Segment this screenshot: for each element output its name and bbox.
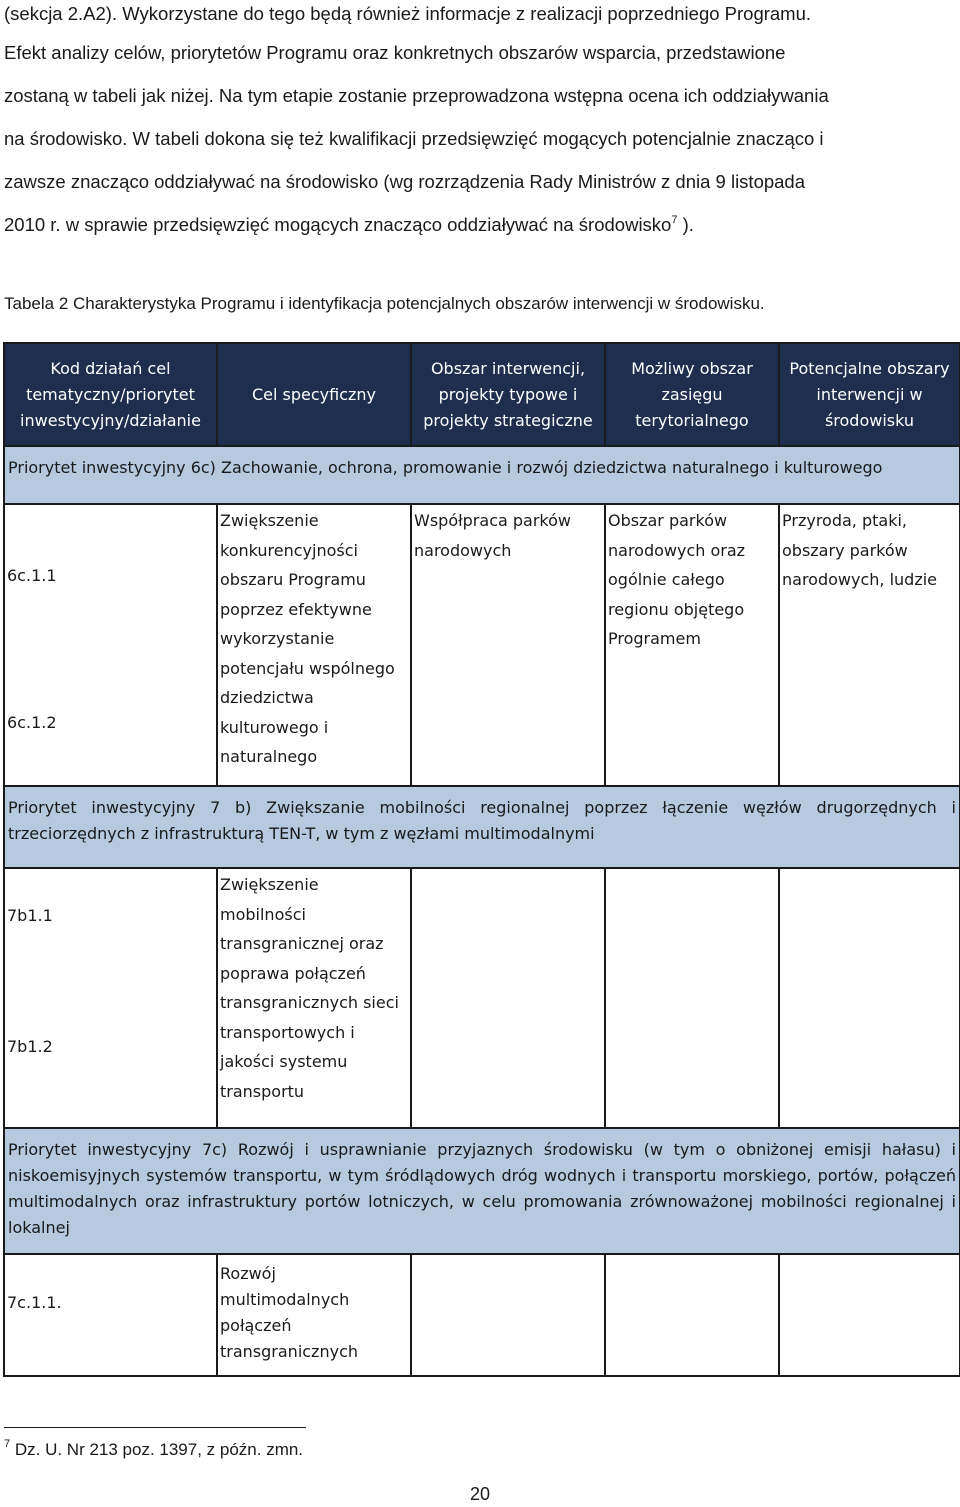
empty-cell xyxy=(605,868,779,1128)
priority-row xyxy=(4,1128,960,1254)
code-7b1-2: 7b1.2 xyxy=(7,1037,53,1056)
table-row xyxy=(4,868,960,1128)
range-cell: Obszar parków narodowych oraz ogólnie całego regionu objętego Programem xyxy=(605,504,779,786)
table-header-row xyxy=(4,343,960,446)
code-cell xyxy=(4,504,217,786)
priority-row xyxy=(4,786,960,868)
priority-7b: Priorytet inwestycyjny 7 b) Zwiększanie mobilności regionalnej poprzez łączenie węzłów drugorzędnych i trzeciorzędnych z infrastrukturą TEN-T, w tym z węzłami multimodalnymi xyxy=(4,786,960,868)
empty-cell xyxy=(779,1254,960,1376)
code-cell xyxy=(4,868,217,1128)
priority-6c: Priorytet inwestycyjny 6c) Zachowanie, ochrona, promowanie i rozwój dziedzictwa naturalnego i kulturowego xyxy=(4,446,960,504)
priority-row xyxy=(4,446,960,504)
header-range: Możliwy obszar zasięgu terytorialnego xyxy=(605,343,779,446)
code-cell xyxy=(4,1254,217,1376)
empty-cell xyxy=(411,1254,605,1376)
goal-cell: Zwiększenie konkurencyjności obszaru Programu poprzez efektywne wykorzystanie potencjału wspólnego dziedzictwa kulturowego i naturalnego xyxy=(217,504,411,786)
goal-cell: Rozwój multimodalnych połączeń transgranicznych xyxy=(217,1254,411,1376)
header-area: Obszar interwencji, projekty typowe i projekty strategiczne xyxy=(411,343,605,446)
footnote-ref: 7 xyxy=(671,214,678,226)
empty-cell xyxy=(605,1254,779,1376)
goal-cell: Zwiększenie mobilności transgranicznej oraz poprawa połączeń transgranicznych sieci transportowych i jakości systemu transportu xyxy=(217,868,411,1128)
page-number: 20 xyxy=(469,1484,491,1504)
intro-line: zawsze znacząco oddziaływać na środowisko (wg rozrządzenia Rady Ministrów z dnia 9 listopada xyxy=(4,171,806,192)
footnote-separator xyxy=(4,1427,306,1428)
code-6c-1-2: 6c.1.2 xyxy=(7,713,57,732)
footnote xyxy=(4,1440,303,1460)
code-7b1-1: 7b1.1 xyxy=(7,906,53,925)
code-6c-1-1: 6c.1.1 xyxy=(7,566,57,585)
intro-line: na środowisko. W tabeli dokona się też kwalifikacji przedsięwzięć mogących potencjalnie znacząco i xyxy=(4,128,824,149)
footnote-mark: 7 xyxy=(4,1438,11,1450)
table-row xyxy=(4,1254,960,1376)
area-cell: Współpraca parków narodowych xyxy=(411,504,605,786)
table-caption: Tabela 2 Charakterystyka Programu i identyfikacja potencjalnych obszarów interwencji w środowisku. xyxy=(4,294,765,313)
header-env: Potencjalne obszary interwencji w środowisku xyxy=(779,343,960,446)
header-code: Kod działań cel tematyczny/priorytet inwestycyjny/działanie xyxy=(4,343,217,446)
env-cell: Przyroda, ptaki, obszary parków narodowych, ludzie xyxy=(779,504,960,786)
empty-cell xyxy=(779,868,960,1128)
code-7c-1-1: 7c.1.1. xyxy=(7,1293,62,1312)
intro-line: zostaną w tabeli jak niżej. Na tym etapie zostanie przeprowadzona wstępna ocena ich oddziaływania xyxy=(4,85,829,106)
intro-end: ). xyxy=(677,214,694,235)
intro-line-last xyxy=(4,203,956,247)
table-row xyxy=(4,504,960,786)
header-goal: Cel specyficzny xyxy=(217,343,411,446)
empty-cell xyxy=(411,868,605,1128)
intro-line: Efekt analizy celów, priorytetów Programu oraz konkretnych obszarów wsparcia, przedstawione xyxy=(4,42,786,63)
program-table xyxy=(3,342,960,1377)
intro-last-text: 2010 r. w sprawie przedsięwzięć mogących znacząco oddziaływać na środowisko xyxy=(4,214,672,235)
intro-line: (sekcja 2.A2). Wykorzystane do tego będą również informacje z realizacji poprzedniego Programu. xyxy=(4,3,812,24)
priority-7c: Priorytet inwestycyjny 7c) Rozwój i usprawnianie przyjaznych środowisku (w tym o obniżonej emisji hałasu) i niskoemisyjnych systemów transportu, w tym śródlądowych dróg wodnych i transportu morskiego, portów, połączeń multimodalnych oraz infrastruktury portów lotniczych, w celu promowania zrównoważonej mobilności regionalnej i lokalnej xyxy=(4,1128,960,1254)
footnote-text: Dz. U. Nr 213 poz. 1397, z późn. zmn. xyxy=(10,1440,304,1459)
